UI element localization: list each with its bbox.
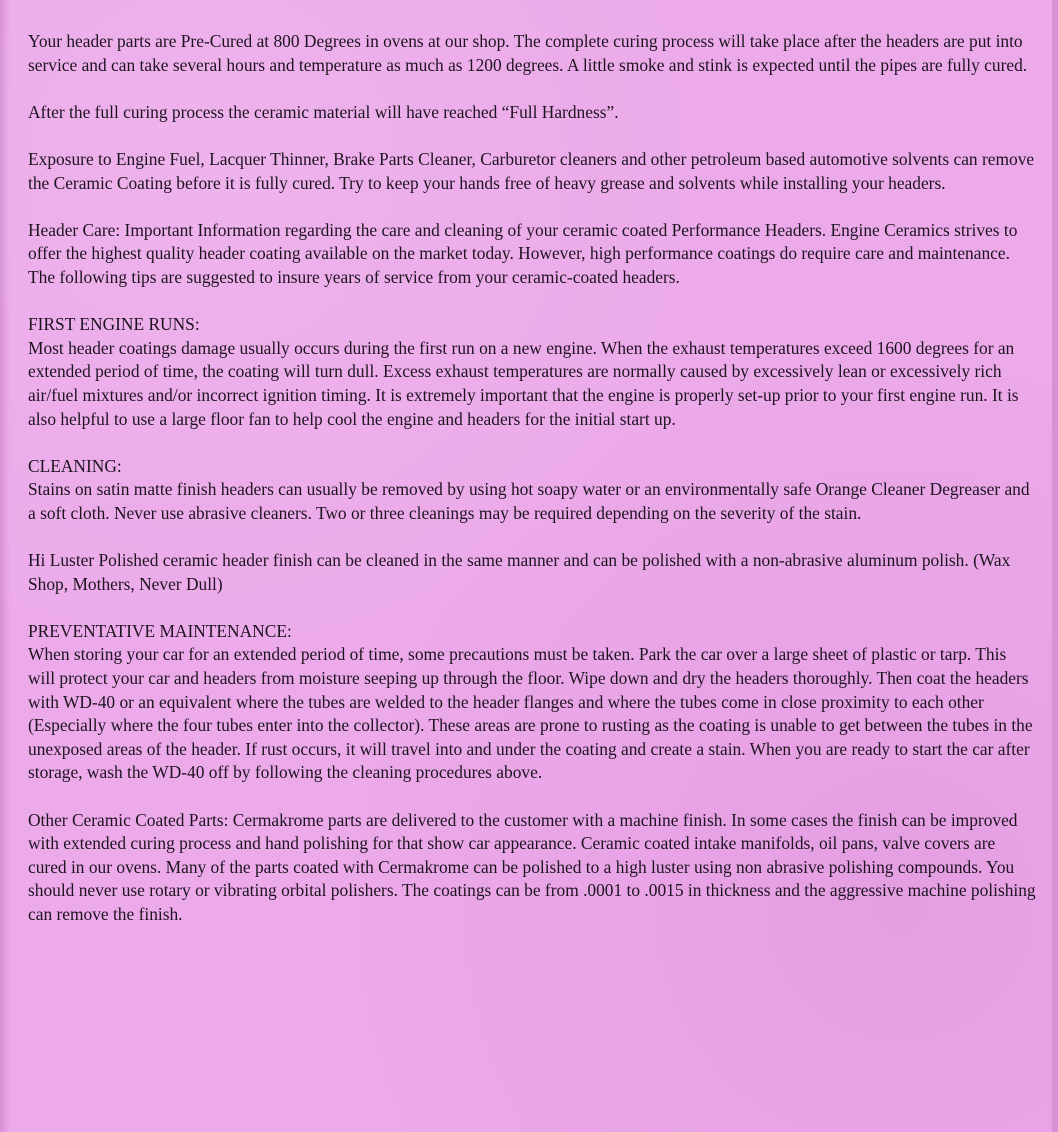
first-engine-runs-paragraph: Most header coatings damage usually occurs during the first run on a new engine. When the exhaust temperatures exceed 1600 degrees for an extended period of time, the coating will turn dull. Excess exhaust temperatures are normally caused by excessively lean or excessively rich air/fuel mixtures and/or incorrect ignition timing. It is extremely important that the engine is properly set-up prior to your first engine run. It is also helpful to use a large floor fan to help cool the engine and headers for the initial start up. [28, 337, 1019, 429]
other-parts-paragraph: Other Ceramic Coated Parts: Cermakrome parts are delivered to the customer with a machine finish. In some cases the finish can be improved with extended curing process and hand polishing for that show car appearance. Ceramic coated intake manifolds, oil pans, valve covers are cured in our ovens. Many of the parts coated with Cermakrome can be polished to a high luster using non abrasive polishing compounds. You should never use rotary or vibrating orbital polishers. The coatings can be from .0001 to .0015 in thickness and the aggressive machine polishing can remove the finish. [28, 809, 1036, 924]
page-edge [1052, 0, 1058, 1132]
full-hardness-section [28, 101, 1036, 125]
header-care-section [28, 219, 1036, 290]
header-care-paragraph: Header Care: Important Information regarding the care and cleaning of your ceramic coated Performance Headers. Engine Ceramics strives to offer the highest quality header coating available on the market today. However, high performance coatings do require care and maintenance. The following tips are suggested to insure years of service from your ceramic-coated headers. [28, 219, 1018, 287]
preventative-maintenance-paragraph: When storing your car for an extended period of time, some precautions must be taken. Park the car over a large sheet of plastic or tarp. This will protect your car and headers from moisture seeping up through the floor. Wipe down and dry the headers thoroughly. Then coat the headers with WD-40 or an equivalent where the tubes are welded to the header flanges and where the tubes come in close proximity to each other (Especially where the four tubes enter into the collector). These areas are prone to rusting as the coating is unable to get between the tubes in the unexposed areas of the header. If rust occurs, it will travel into and under the coating and create a stain. When you are ready to start the car after storage, wash the WD-40 off by following the cleaning procedures above. [28, 644, 1033, 783]
cleaning-heading: CLEANING: [28, 455, 122, 476]
preventative-maintenance-section [28, 620, 1036, 785]
first-engine-runs-section [28, 313, 1036, 431]
other-parts-section [28, 809, 1036, 927]
preventative-maintenance-heading: PREVENTATIVE MAINTENANCE: [28, 620, 292, 641]
precured-paragraph: Your header parts are Pre-Cured at 800 Degrees in ovens at our shop. The complete curing process will take place after the headers are put into service and can take several hours and temperature as much as 1200 degrees. A little smoke and stink is expected until the pipes are fully cured. [28, 31, 1028, 75]
hi-luster-section [28, 549, 1036, 596]
hi-luster-paragraph: Hi Luster Polished ceramic header finish can be cleaned in the same manner and can be polished with a non-abrasive aluminum polish. (Wax Shop, Mothers, Never Dull) [28, 550, 1011, 594]
cleaning-section [28, 455, 1036, 526]
precured-section [28, 30, 1036, 77]
exposure-section [28, 148, 1036, 195]
full-hardness-paragraph: After the full curing process the ceramic material will have reached “Full Hardness”. [28, 101, 619, 122]
cleaning-paragraph: Stains on satin matte finish headers can usually be removed by using hot soapy water or an environmentally safe Orange Cleaner Degreaser and a soft cloth. Never use abrasive cleaners. Two or three cleanings may be required depending on the severity of the stain. [28, 479, 1030, 523]
exposure-paragraph: Exposure to Engine Fuel, Lacquer Thinner, Brake Parts Cleaner, Carburetor cleaners and other petroleum based automotive solvents can remove the Ceramic Coating before it is fully cured. Try to keep your hands free of heavy grease and solvents while installing your headers. [28, 148, 1035, 193]
first-engine-runs-heading: FIRST ENGINE RUNS: [28, 314, 200, 335]
